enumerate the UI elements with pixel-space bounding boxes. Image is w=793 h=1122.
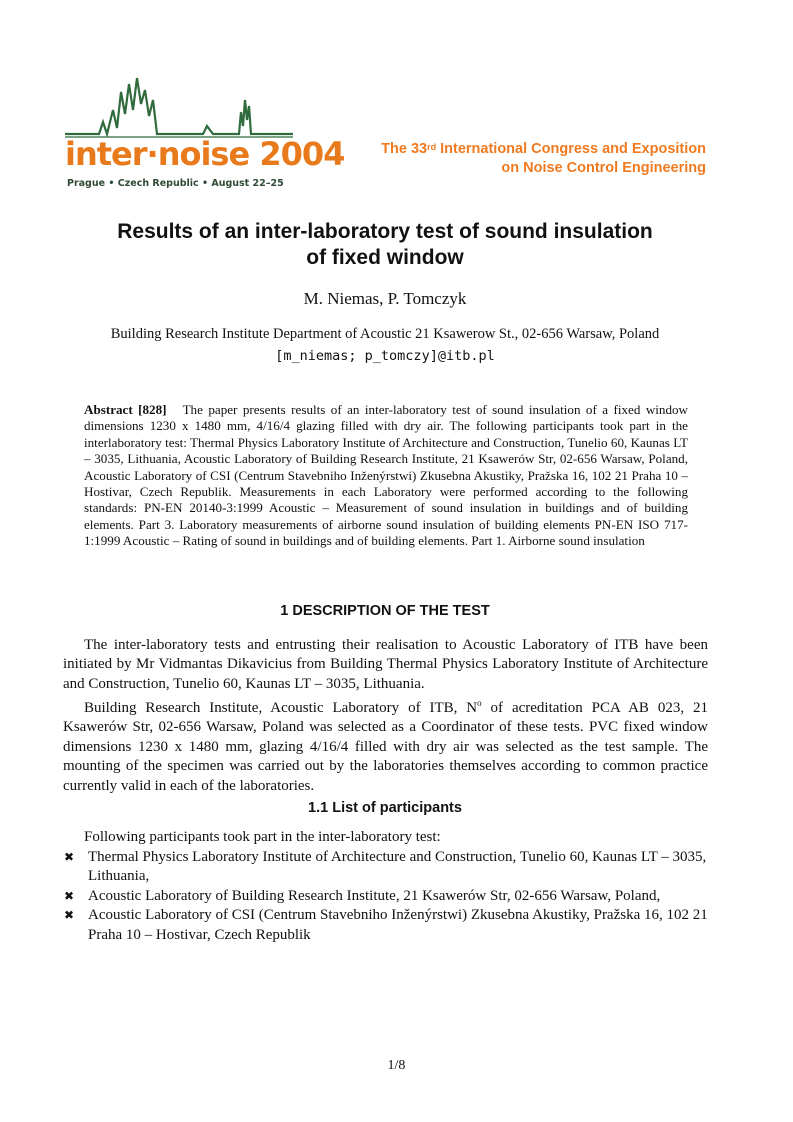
conference-logo xyxy=(63,70,345,192)
paper-title: Results of an inter-laboratory test of sound insulation of fixed window xyxy=(117,220,653,269)
abstract xyxy=(84,402,688,550)
cross-bullet-icon: ✖ xyxy=(64,908,75,923)
body-paragraph: The inter-laboratory tests and entrusting their realisation to Acoustic Laboratory of ITB have been initiated by Mr Vidmantas Dikavicius from Building Thermal Physics Laboratory Institute of Architecture and Construction, Tunelio 60, Kaunas LT – 3035, Lithuania. xyxy=(63,637,708,692)
affiliation: Building Research Institute Department of Acoustic 21 Ksawerow St., 02-656 Warsaw, Poland xyxy=(110,326,660,342)
abstract-text: The paper presents results of an inter-laboratory test of sound insulation of a fixed window dimensions 1230 x 1480 mm, 4/16/4 glazing filled with dry air. The following participants took part in the interlaboratory test: Thermal Physics Laboratory Institute of Architecture and Construction, Tunelio 60, Kaunas LT – 3035, Lithuania, Acoustic Laboratory of Building Research Institute, 21 Ksawerów Str, 02-656 Warsaw, Poland, Acoustic Laboratory of CSI (Centrum Stavebniho Inženýrstwi) Zkusebna Akustiky, Pražska 16, 102 21 Praha 10 – Hostivar, Czech Republik. Measurements in each Laboratory were performed according to the following standards: PN-EN 20140-3:1999 Acoustic – Measurement of sound insulation in buildings and of building elements. Part 3. Laboratory measurements of airborne sound insulation of building elements PN-EN ISO 717-1:1999 Acoustic – Rating of sound in buildings and of building elements. Part 1. Airborne sound insulation xyxy=(84,402,689,549)
logo-wordmark: inter·noise 2004 xyxy=(65,135,345,173)
abstract-label: Abstract [828] xyxy=(84,402,167,417)
congress-heading xyxy=(381,140,706,178)
list-item: ✖ Thermal Physics Laboratory Institute of Architecture and Construction, Tunelio 60, Kaunas LT – 3035, Lithuania, xyxy=(64,849,707,885)
email-address: [m_niemas; p_tomczy]@itb.pl xyxy=(275,348,495,364)
skyline-graphic xyxy=(63,70,295,140)
page-number: 1/8 xyxy=(387,1058,406,1073)
cross-bullet-icon: ✖ xyxy=(64,888,75,903)
authors: M. Niemas, P. Tomczyk xyxy=(303,289,467,308)
logo-tagline: Prague • Czech Republic • August 22–25 xyxy=(67,178,284,189)
congress-line-2: on Noise Control Engineering xyxy=(501,160,706,176)
congress-line-1: The 33rd International Congress and Exposition xyxy=(381,141,706,157)
cross-bullet-icon: ✖ xyxy=(64,850,75,864)
subsection-heading: 1.1 List of participants xyxy=(308,800,462,816)
list-item: ✖ Acoustic Laboratory of CSI (Centrum Stavebniho Inženýrstwi) Zkusebna Akustiky, Pražska 16, 102 21 Praha 10 – Hostivar, Czech Republik xyxy=(64,907,708,943)
section-heading: 1 DESCRIPTION OF THE TEST xyxy=(280,603,490,619)
participants-list xyxy=(63,848,708,945)
list-lead: Following participants took part in the inter-laboratory test: xyxy=(84,829,441,845)
list-item: ✖ Acoustic Laboratory of Building Research Institute, 21 Ksawerów Str, 02-656 Warsaw, Poland, xyxy=(63,887,708,906)
body-paragraph: Building Research Institute, Acoustic Laboratory of ITB, $N^o$ of acreditation PCA AB 023, 21 Ksawerów Str, 02-656 Warsaw, Poland was selected as a Coordinator of these tests. PVC fixed window dimensions 1230 x 1480 mm, glazing 4/16/4 filled with dry air was selected as the test sample. The mounting of the specimen was carried out by the laboratories themselves according to common practice currently valid in each of the laboratories. xyxy=(63,698,708,794)
